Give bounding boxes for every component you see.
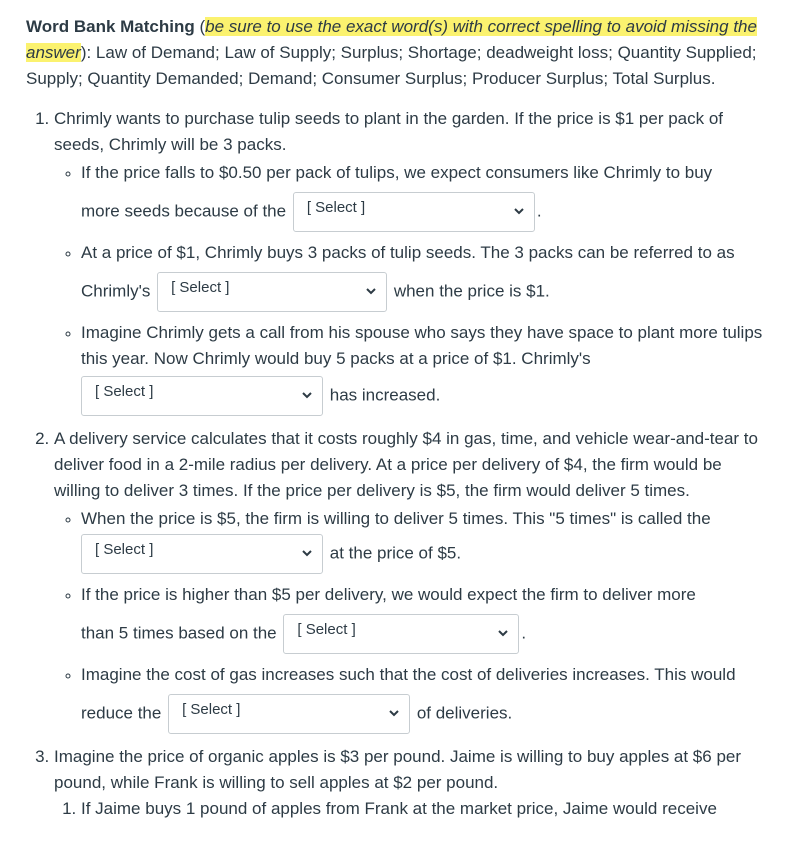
dropdown-placeholder: [ Select ] xyxy=(95,541,154,558)
word-bank-intro xyxy=(26,14,765,92)
q2b-text-3: . xyxy=(521,623,527,643)
q2-part-b xyxy=(81,582,765,654)
q2a-text-2: at the price of $5. xyxy=(329,543,462,563)
chevron-down-icon xyxy=(387,706,401,720)
q2b-dropdown[interactable] xyxy=(283,614,519,654)
question-2-text: A delivery service calculates that it costs roughly $4 in gas, time, and vehicle wear-and-tear to deliver food in a 2-mile radius per delivery. At a price per delivery of $4, the firm would be willing to deliver 3 times. If the price per delivery is $5, the firm would deliver 5 times. xyxy=(54,429,758,500)
chevron-down-icon xyxy=(512,204,526,218)
question-2 xyxy=(54,426,765,734)
dropdown-placeholder: [ Select ] xyxy=(182,701,241,718)
chevron-down-icon xyxy=(300,546,314,560)
word-bank-list: : Law of Demand; Law of Supply; Surplus; Shortage; deadweight loss; Quantity Supplied; Supply; Quantity Demanded; Demand; Consumer Surplus; Producer Surplus; Total Surplus. xyxy=(26,43,757,88)
question-2-parts xyxy=(54,506,765,734)
chevron-down-icon xyxy=(496,626,510,640)
q1-part-a xyxy=(81,160,765,232)
q2b-text-2: than 5 times based on the xyxy=(81,623,277,643)
q1b-text-2: Chrimly's xyxy=(81,281,151,301)
q2a-text-1: When the price is $5, the firm is willing to deliver 5 times. This "5 times" is called the xyxy=(81,509,711,528)
question-list xyxy=(26,106,765,822)
q2c-text-3: of deliveries. xyxy=(416,703,513,723)
q3-part-1: 1. If Jaime buys 1 pound of apples from Frank at the market price, Jaime would receive xyxy=(81,796,765,822)
q1a-dropdown[interactable] xyxy=(293,192,535,232)
q2-part-c xyxy=(81,662,765,734)
question-3-text: Imagine the price of organic apples is $3 per pound. Jaime is willing to buy apples at $6 per pound, while Frank is willing to sell apples at $2 per pound. xyxy=(54,747,742,792)
q2c-dropdown[interactable] xyxy=(168,694,410,734)
q1a-text-3: . xyxy=(536,201,542,221)
chevron-down-icon xyxy=(364,284,378,298)
paren-close: ) xyxy=(80,43,87,62)
question-1-text: Chrimly wants to purchase tulip seeds to plant in the garden. If the price is $1 per pack of seeds, Chrimly will be 3 packs. xyxy=(54,109,724,154)
paren-open: ( xyxy=(194,17,206,36)
highlighted-note: be sure to use the exact word(s) with correct spelling to avoid missing the answer xyxy=(26,17,757,62)
dropdown-placeholder: [ Select ] xyxy=(306,199,366,216)
q1-part-b xyxy=(81,240,765,312)
q1-part-c xyxy=(81,320,765,416)
q1a-text-2: more seeds because of the xyxy=(81,201,287,221)
q2a-dropdown[interactable] xyxy=(81,534,323,574)
q2b-text-1: If the price is higher than $5 per delivery, we would expect the firm to deliver more xyxy=(81,585,696,604)
word-bank-heading: Word Bank Matching xyxy=(26,17,195,36)
q1a-text-1: If the price falls to $0.50 per pack of tulips, we expect consumers like Chrimly to buy xyxy=(81,163,713,182)
q1c-text-3: has increased. xyxy=(329,385,441,405)
dropdown-placeholder: [ Select ] xyxy=(297,621,356,638)
dropdown-placeholder: [ Select ] xyxy=(95,383,154,400)
chevron-down-icon xyxy=(300,388,314,402)
q1b-text-3: when the price is $1. xyxy=(393,281,550,301)
question-1-parts xyxy=(54,160,765,416)
question-3-parts xyxy=(54,796,765,822)
q1c-text-2: tulips this year. Now Chrimly would buy 5 packs at a price of $1. Chrimly's xyxy=(81,323,763,368)
q1c-dropdown[interactable] xyxy=(81,376,323,416)
question-3 xyxy=(54,744,765,822)
question-1 xyxy=(54,106,765,416)
q1b-text-1: At a price of $1, Chrimly buys 3 packs of tulip seeds. The 3 packs can be referred to as xyxy=(81,243,735,262)
q2c-text-2: reduce the xyxy=(81,703,162,723)
dropdown-placeholder: [ Select ] xyxy=(171,279,230,296)
q1c-text-1: Imagine Chrimly gets a call from his spouse who says they have space to plant more xyxy=(81,323,718,342)
q2c-text-1: Imagine the cost of gas increases such that the cost of deliveries increases. This would xyxy=(81,665,736,684)
q2-part-a xyxy=(81,506,765,574)
q1b-dropdown[interactable] xyxy=(157,272,387,312)
